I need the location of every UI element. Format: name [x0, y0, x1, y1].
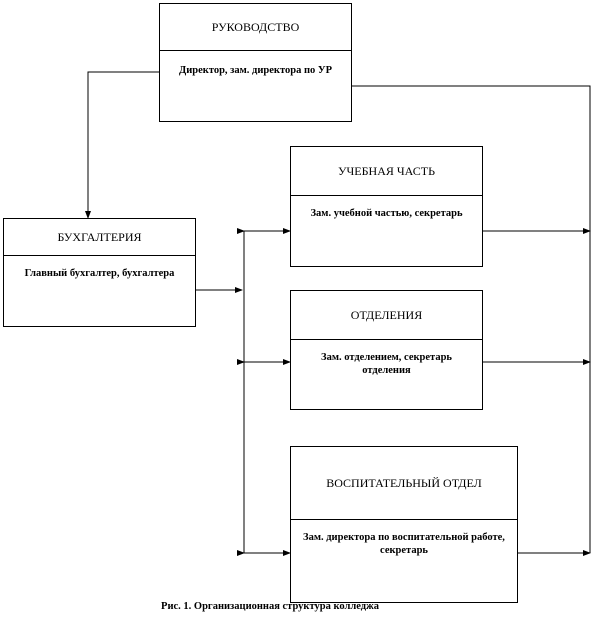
departments-title: ОТДЕЛЕНИЯ	[291, 291, 482, 340]
academic-box	[290, 146, 483, 267]
education-title: ВОСПИТАТЕЛЬНЫЙ ОТДЕЛ	[291, 447, 517, 520]
figure-caption: Рис. 1. Организационная структура колледжа	[161, 601, 379, 612]
leadership-title: РУКОВОДСТВО	[160, 4, 351, 51]
leadership-box	[159, 3, 352, 122]
academic-body: Зам. учебной частью, секретарь	[310, 208, 463, 219]
departments-box	[290, 290, 483, 410]
departments-body: Зам. отделением, секретарь отделения	[321, 352, 452, 376]
accounting-box	[3, 218, 196, 327]
leadership-body: Директор, зам. директора по УР	[179, 65, 332, 76]
connector-leadership-accounting	[88, 72, 159, 218]
academic-title: УЧЕБНАЯ ЧАСТЬ	[291, 147, 482, 196]
education-body: Зам. директора по воспитательной работе, секретарь	[303, 532, 505, 556]
accounting-title: БУХГАЛТЕРИЯ	[4, 219, 195, 256]
education-box	[290, 446, 518, 603]
accounting-body: Главный бухгалтер, бухгалтера	[24, 268, 175, 279]
